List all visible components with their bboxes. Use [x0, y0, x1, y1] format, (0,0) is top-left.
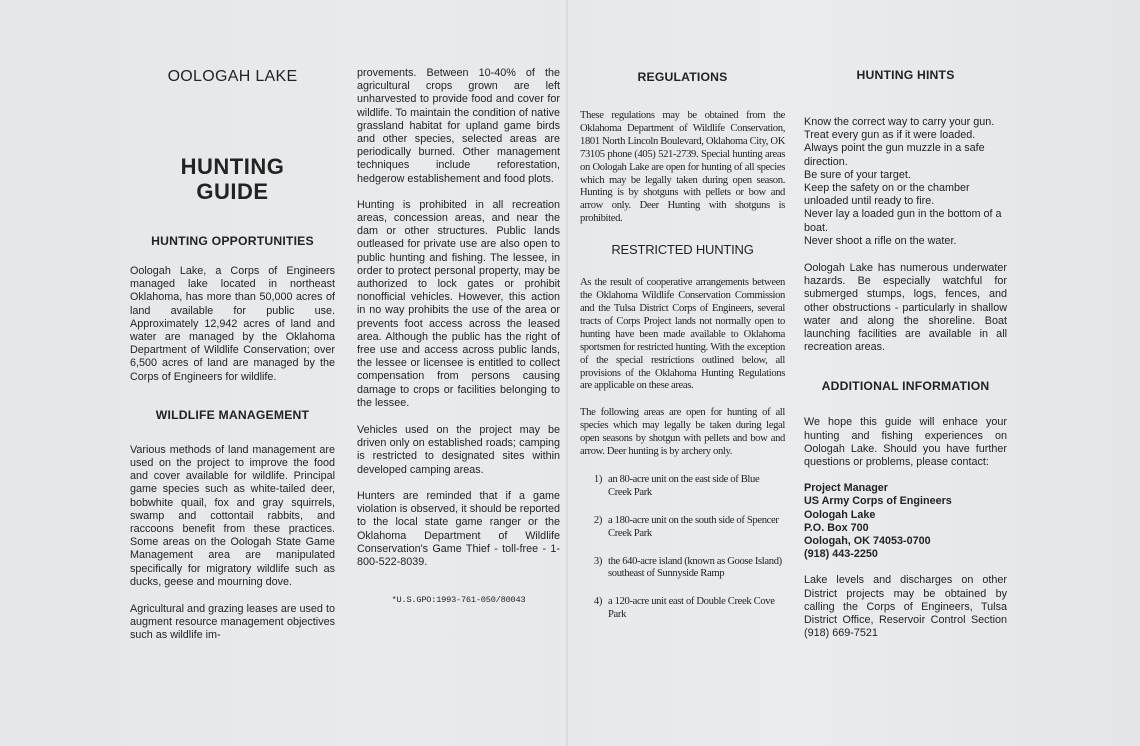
vehicles-text: Vehicles used on the project may be driven only on established roads; camping is restricted to designated sites within developed camping areas. — [357, 424, 560, 476]
open-area-number: 2) — [593, 514, 602, 526]
hunting-hint: Be sure of your target. — [804, 168, 911, 181]
open-areas-text: The following areas are open for hunting of all species which may legally be taken during legal open seasons by shotgun with pellets and bow and arrow. Deer hunting is by archery only. — [580, 407, 785, 458]
game-violation-text: Hunters are reminded that if a game violation is observed, it should be reported to the local state game ranger or the Oklahoma Department of Wildlife Conservation's Game Thief - toll-free - 1-800-522-8039. — [357, 489, 560, 568]
open-areas-list — [580, 474, 785, 622]
column-3 — [580, 62, 785, 637]
open-area-item — [580, 556, 785, 582]
restricted-hunting-heading: RESTRICTED HUNTING — [611, 242, 754, 258]
regulations-text: These regulations may be obtained from the Oklahoma Department of Wildlife Conservation, 1801 North Lincoln Boulevard, Oklahoma City, OK 73105 phone (405) 521-2739. Special hunting areas on Oologah Lake are open for hunting of all species which may be legally taken during open season. Hunting is by shotguns with pellets or bow and arrow only. Deer Hunting with shotguns is prohibited. — [580, 110, 785, 225]
contact-block — [804, 482, 1007, 561]
hunting-hints-list — [804, 116, 1007, 248]
guide-title — [130, 154, 335, 204]
hunting-hint: Keep the safety on or the chamber unloaded until ready to fire. — [804, 182, 970, 208]
open-area-item — [580, 474, 785, 500]
hunting-opportunities-heading: HUNTING OPPORTUNITIES — [151, 234, 314, 248]
open-area-item — [580, 515, 785, 541]
guide-title-line-2: GUIDE — [196, 179, 269, 204]
improvements-text: provements. Between 10-40% of the agricultural crops grown are left unharvested to provide food and cover for wildlife. To maintain the condition of native grassland habitat for upland game birds and other species, selected areas are periodically burned. Other management techniques include reforestation, hedgerow establishement and food plots. — [357, 67, 560, 185]
open-area-text: a 180-acre unit on the south side of Spencer Creek Park — [608, 514, 779, 539]
hunting-hint: Never lay a loaded gun in the bottom of a boat. — [804, 208, 1002, 234]
open-area-text: a 120-acre unit east of Double Creek Cove Park — [608, 596, 775, 621]
center-fold — [566, 0, 568, 746]
hunting-hint: Never shoot a rifle on the water. — [804, 234, 957, 247]
hunting-opportunities-text: Oologah Lake, a Corps of Engineers managed lake located in northeast Oklahoma, has more than 50,000 acres of land available for public use. Approximately 12,942 acres of land and water are managed by the Oklahoma Department of Wildlife Conservation; over 6,500 acres of land are managed by the Corps of Engineers for wildlife. — [130, 265, 335, 383]
contact-city: Oologah, OK 74053-0700 — [804, 535, 931, 548]
regulations-heading: REGULATIONS — [637, 70, 728, 84]
hunting-hint: Know the correct way to carry your gun. — [804, 116, 995, 128]
open-area-number: 3) — [593, 555, 602, 567]
hunting-hint: Treat every gun as if it were loaded. — [804, 129, 976, 142]
additional-information-text: We hope this guide will enhace your hunting and fishing experiences on Oologah Lake. Should you have further questions or problems, please contact: — [804, 416, 1007, 469]
gpo-imprint: *U.S.GPO:1993-761-050/80043 — [391, 595, 526, 606]
column-1 — [130, 62, 335, 643]
open-area-text: the 640-acre island (known as Goose Island) southeast of Sunnyside Ramp — [608, 555, 782, 580]
open-area-text: an 80-acre unit on the east side of Blue Creek Park — [608, 473, 760, 498]
hazards-text: Oologah Lake has numerous underwater hazards. Be especially watchful for submerged stumps, logs, fences, and other obstructions - particularly in shallow water and along the shoreline. Boat launching facilities are available in all recreation areas. — [804, 262, 1007, 354]
wildlife-management-heading: WILDLIFE MANAGEMENT — [155, 407, 310, 422]
contact-organization: US Army Corps of Engineers — [804, 495, 952, 508]
open-area-number: 4) — [593, 596, 602, 608]
open-area-item — [580, 596, 785, 622]
additional-information-heading: ADDITIONAL INFORMATION — [821, 379, 990, 394]
contact-phone: (918) 443-2250 — [804, 548, 878, 561]
guide-title-line-1: HUNTING — [180, 154, 285, 179]
hunting-prohibited-text: Hunting is prohibited in all recreation areas, concession areas, and near the dam or other structures. Public lands outleased for private use are also open to public hunting and fishing. The lessee, in order to protect personal property, may be authorized to lock gates or prohibit nonofficial vehicles. However, this action in no way prohibits the use of the area or prevents foot access across the leased area. Although the public has the right of free use and access across public lands, the lessee or licensee is entitled to collect compensation from persons causing damage to crops or facilities belonging to the lessee. — [357, 198, 560, 409]
agricultural-leases-text: Agricultural and grazing leases are used to augment resource management objectives such as wildlife im- — [130, 603, 335, 642]
contact-lake: Oologah Lake — [804, 508, 876, 521]
restricted-hunting-text: As the result of cooperative arrangements between the Oklahoma Wildlife Conservation Commission and the Tulsa District Corps of Engineers, several tracts of Corps Project lands not normally open to hunting have been made available to Oklahoma sportsmen for restricted hunting. With the exception of the special restrictions outlined below, all provisions of the Oklahoma Hunting Regulations are applicable on these areas. — [580, 277, 785, 392]
column-4 — [804, 62, 1007, 641]
contact-po-box: P.O. Box 700 — [804, 521, 869, 534]
lake-title: OOLOGAH LAKE — [167, 68, 298, 85]
lake-levels-text: Lake levels and discharges on other District projects may be obtained by calling the Corps of Engineers, Tulsa District Office, Reservoir Control Section (918) 669-7521 — [804, 574, 1007, 640]
open-area-number: 1) — [593, 473, 602, 485]
column-2 — [357, 62, 560, 605]
contact-title: Project Manager — [804, 482, 889, 495]
hunting-hints-heading: HUNTING HINTS — [856, 68, 955, 82]
hunting-hint: Always point the gun muzzle in a safe direction. — [804, 142, 985, 168]
wildlife-management-text: Various methods of land management are used on the project to improve the food and cover available for wildlife. Principal game species such as white-tailed deer, bobwhite quail, fox and gray squirrels, swamp and cottontail rabbits, and raccoons benefit from these practices. Some areas on the Oologah State Game Management area are manipulated specifically for migratory wildlife such as ducks, geese and mourning dove. — [130, 443, 335, 588]
